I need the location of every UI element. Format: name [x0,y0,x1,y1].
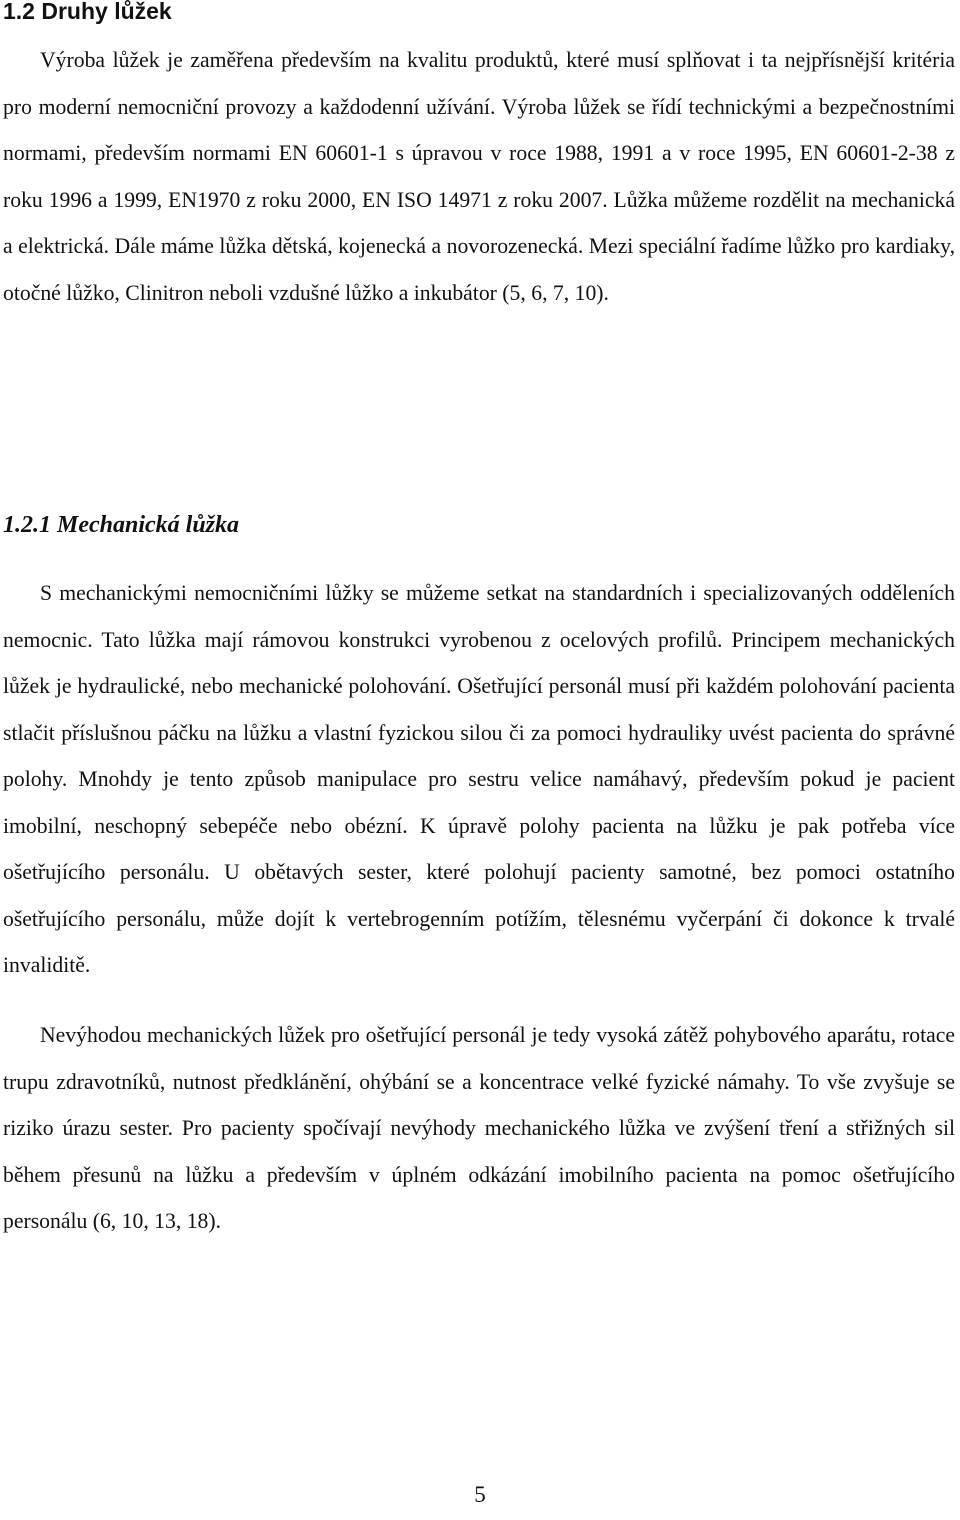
subsection-heading: 1.2.1 Mechanická lůžka [3,512,240,538]
section-heading: 1.2 Druhy lůžek [3,0,172,24]
paragraph-mechanical-beds: S mechanickými nemocničními lůžky se můžeme setkat na standardních i specializovaných odděleních nemocnic. Tato lůžka mají rámovou konstrukci vyrobenou z ocelových profilů. Principem mechanických lůžek je hydraulické, nebo mechanické polohování. Ošetřující personál musí při každém polohování pacienta stlačit příslušnou páčku na lůžku a vlastní fyzickou silou či za pomoci hydrauliky uvést pacienta do správné polohy. Mnohdy je tento způsob manipulace pro sestru velice namáhavý, především pokud je pacient imobilní, neschopný sebepéče nebo obézní. K úpravě polohy pacienta na lůžku je pak potřeba více ošetřujícího personálu. U obětavých sester, které polohují pacienty samotné, bez pomoci ostatního ošetřujícího personálu, může dojít k vertebrogenním potížím, tělesnému vyčerpání či dokonce k trvalé invaliditě. [3,581,955,977]
paragraph-intro: Výroba lůžek je zaměřena především na kvalitu produktů, které musí splňovat i ta nejpřísnější kritéria pro moderní nemocniční provozy a každodenní užívání. Výroba lůžek se řídí technickými a bezpečnostními normami, především normami EN 60601-1 s úpravou v roce 1988, 1991 a v roce 1995, EN 60601-2-38 z roku 1996 a 1999, EN1970 z roku 2000, EN ISO 14971 z roku 2007. Lůžka můžeme rozdělit na mechanická a elektrická. Dále máme lůžka dětská, kojenecká a novorozenecká. Mezi speciální řadíme lůžko pro kardiaky, otočné lůžko, Clinitron neboli vzdušné lůžko a inkubátor (5, 6, 7, 10). [3,48,955,305]
page-number: 5 [474,1482,486,1507]
paragraph-disadvantages: Nevýhodou mechanických lůžek pro ošetřující personál je tedy vysoká zátěž pohybového aparátu, rotace trupu zdravotníků, nutnost předklánění, ohýbání se a koncentrace velké fyzické námahy. To vše zvyšuje se riziko úrazu sester. Pro pacienty spočívají nevýhody mechanického lůžka ve zvýšení tření a střižných sil během přesunů na lůžku a především v úplném odkázání imobilního pacienta na pomoc ošetřujícího personálu (6, 10, 13, 18). [3,1023,955,1233]
